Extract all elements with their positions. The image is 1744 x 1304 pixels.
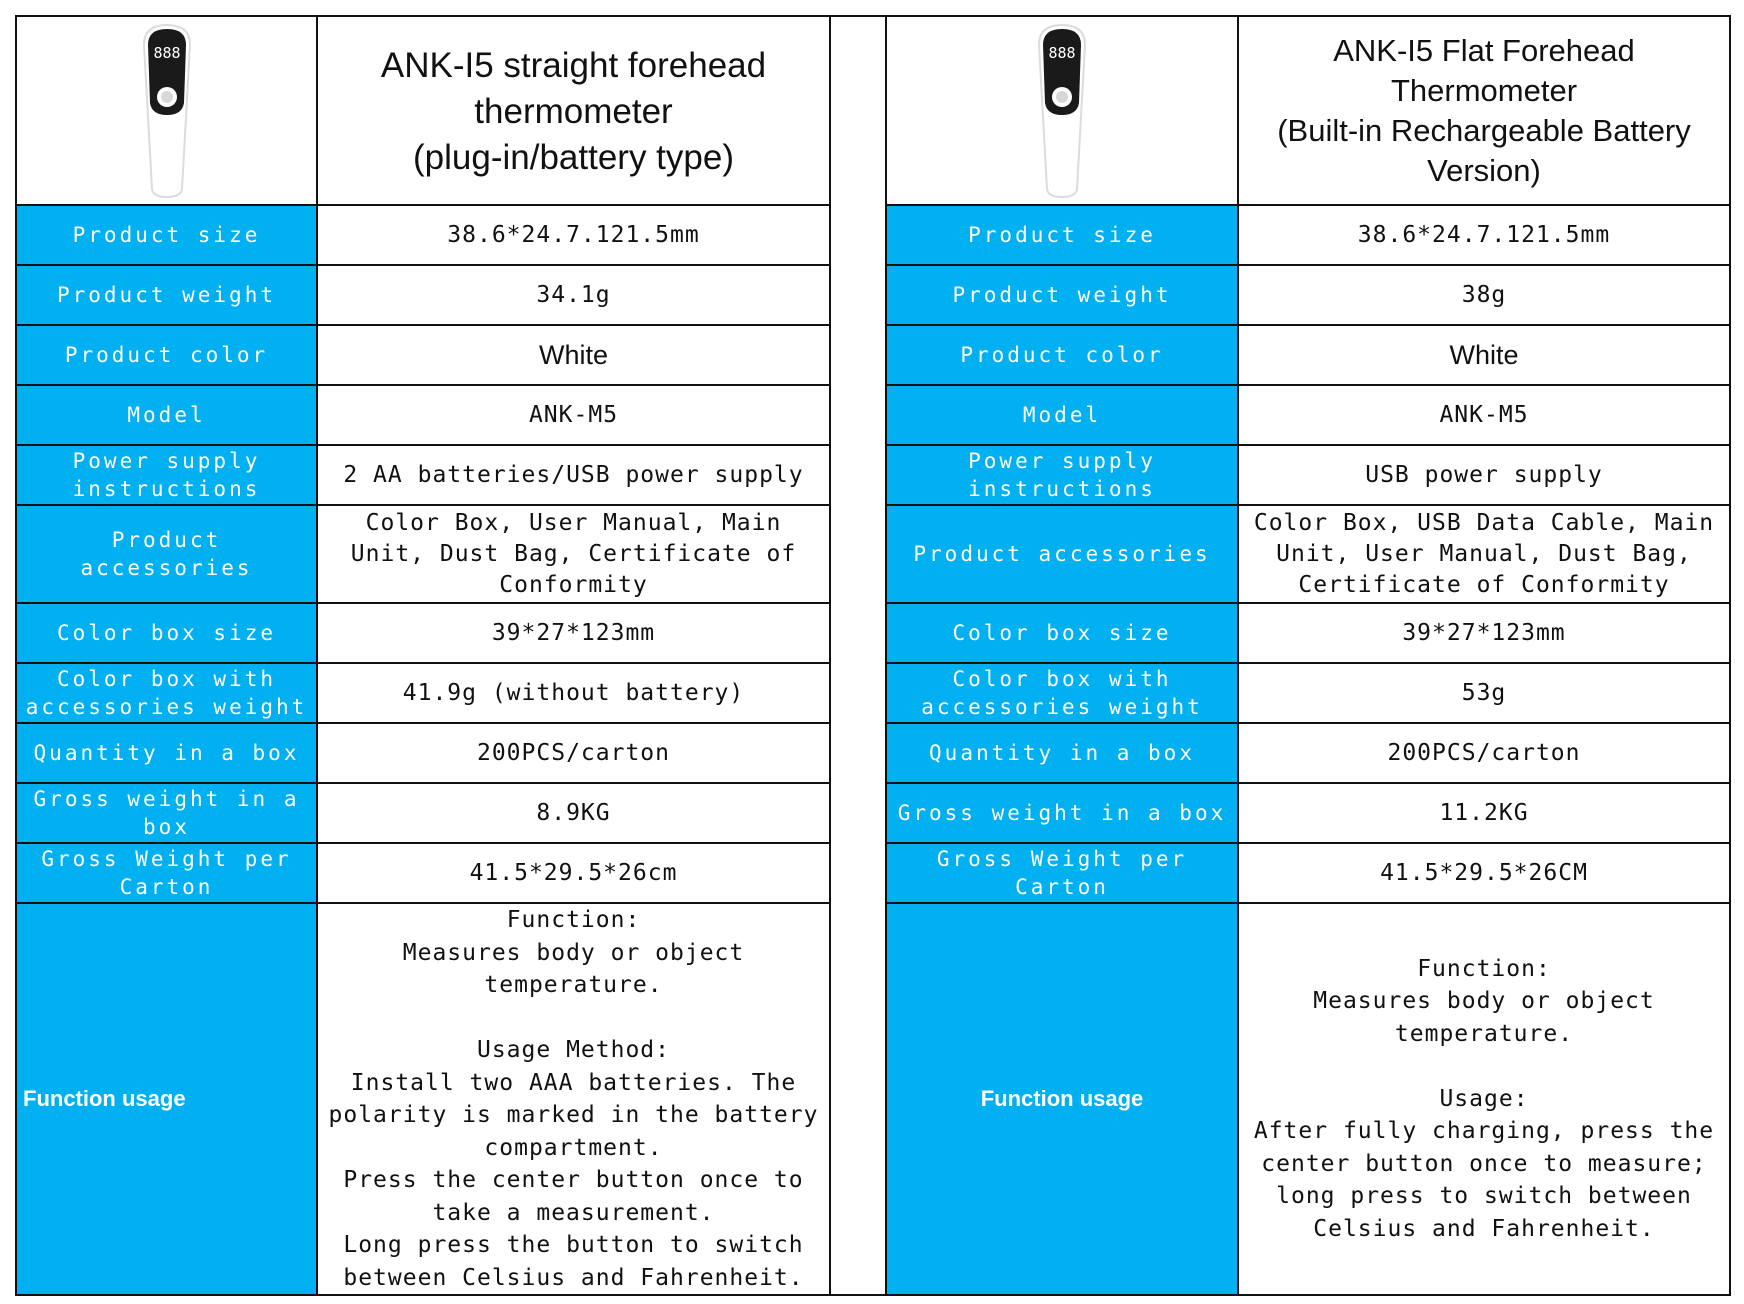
spec-value: Color Box, USB Data Cable, Main Unit, User Manual, Dust Bag, Certificate of Conformity <box>1238 505 1730 603</box>
spec-label: Color box size <box>16 603 317 663</box>
spec-value: 2 AA batteries/USB power supply <box>317 445 830 505</box>
spec-value: 41.5*29.5*26CM <box>1238 843 1730 903</box>
spec-label: Gross Weight per Carton <box>886 843 1238 903</box>
spec-label: Product accessories <box>16 505 317 603</box>
spec-label: Product weight <box>886 265 1238 325</box>
spec-label: Gross weight in a box <box>16 783 317 843</box>
spec-label: Power supply instructions <box>16 445 317 505</box>
spec-value: White <box>1238 325 1730 385</box>
function-usage-text: Function: Measures body or object temperature. Usage Method: Install two AAA batteries. The polarity is marked in the battery compartment. Press the center button once to take a measurement. Long press the button to switch between Celsius and Fahrenheit. <box>317 903 830 1295</box>
display-digits: 888 <box>152 43 181 62</box>
spec-value: 41.9g (without battery) <box>317 663 830 723</box>
spec-label: Quantity in a box <box>886 723 1238 783</box>
spec-label: Gross Weight per Carton <box>16 843 317 903</box>
spec-value: 200PCS/carton <box>317 723 830 783</box>
spec-value: ANK-M5 <box>317 385 830 445</box>
spec-sheet <box>15 15 1729 1289</box>
title-line: thermometer <box>474 91 673 131</box>
title-line: Thermometer <box>1390 72 1578 108</box>
spec-value: 34.1g <box>317 265 830 325</box>
spec-label: Product color <box>16 325 317 385</box>
product-title-1 <box>317 16 830 205</box>
spec-value: Color Box, User Manual, Main Unit, Dust Bag, Certificate of Conformity <box>317 505 830 603</box>
spec-value: 11.2KG <box>1238 783 1730 843</box>
spec-value: 38.6*24.7.121.5mm <box>317 205 830 265</box>
function-usage-label: Function usage <box>886 903 1238 1295</box>
title-line: ANK-I5 Flat Forehead <box>1333 32 1635 68</box>
spec-value: 200PCS/carton <box>1238 723 1730 783</box>
spec-label: Product size <box>886 205 1238 265</box>
spec-label: Color box size <box>886 603 1238 663</box>
forehead-thermometer-icon <box>132 21 202 201</box>
spec-label: Model <box>886 385 1238 445</box>
spec-value: 8.9KG <box>317 783 830 843</box>
spec-value: 38g <box>1238 265 1730 325</box>
spec-label: Product color <box>886 325 1238 385</box>
spec-value: 53g <box>1238 663 1730 723</box>
title-line: ANK-I5 straight forehead <box>380 45 767 85</box>
comparison-table <box>15 15 1731 1296</box>
spec-label: Product size <box>16 205 317 265</box>
title-line: (plug-in/battery type) <box>413 137 734 177</box>
display-digits: 888 <box>1048 43 1076 62</box>
spec-label: Product weight <box>16 265 317 325</box>
forehead-thermometer-icon <box>1027 21 1097 201</box>
spec-label: Color box with accessories weight <box>886 663 1238 723</box>
function-usage-label: Function usage <box>16 903 317 1295</box>
product-image-2 <box>886 16 1238 205</box>
spec-label: Color box with accessories weight <box>16 663 317 723</box>
spec-label: Product accessories <box>886 505 1238 603</box>
spec-label: Power supply instructions <box>886 445 1238 505</box>
spec-value: 39*27*123mm <box>317 603 830 663</box>
spec-value: 39*27*123mm <box>1238 603 1730 663</box>
spec-value: White <box>317 325 830 385</box>
title-line: Version) <box>1427 152 1541 188</box>
product-title-2 <box>1238 16 1730 205</box>
spec-label: Model <box>16 385 317 445</box>
spec-value: USB power supply <box>1238 445 1730 505</box>
header-row <box>16 16 1730 205</box>
column-spacer <box>830 16 886 1295</box>
spec-label: Quantity in a box <box>16 723 317 783</box>
product-image-1 <box>16 16 317 205</box>
spec-label: Gross weight in a box <box>886 783 1238 843</box>
spec-value: ANK-M5 <box>1238 385 1730 445</box>
spec-value: 38.6*24.7.121.5mm <box>1238 205 1730 265</box>
function-usage-text: Function: Measures body or object temperature. Usage: After fully charging, press the center button once to measure; long press to switch between Celsius and Fahrenheit. <box>1238 903 1730 1295</box>
spec-value: 41.5*29.5*26cm <box>317 843 830 903</box>
title-line: (Built-in Rechargeable Battery <box>1277 112 1691 148</box>
